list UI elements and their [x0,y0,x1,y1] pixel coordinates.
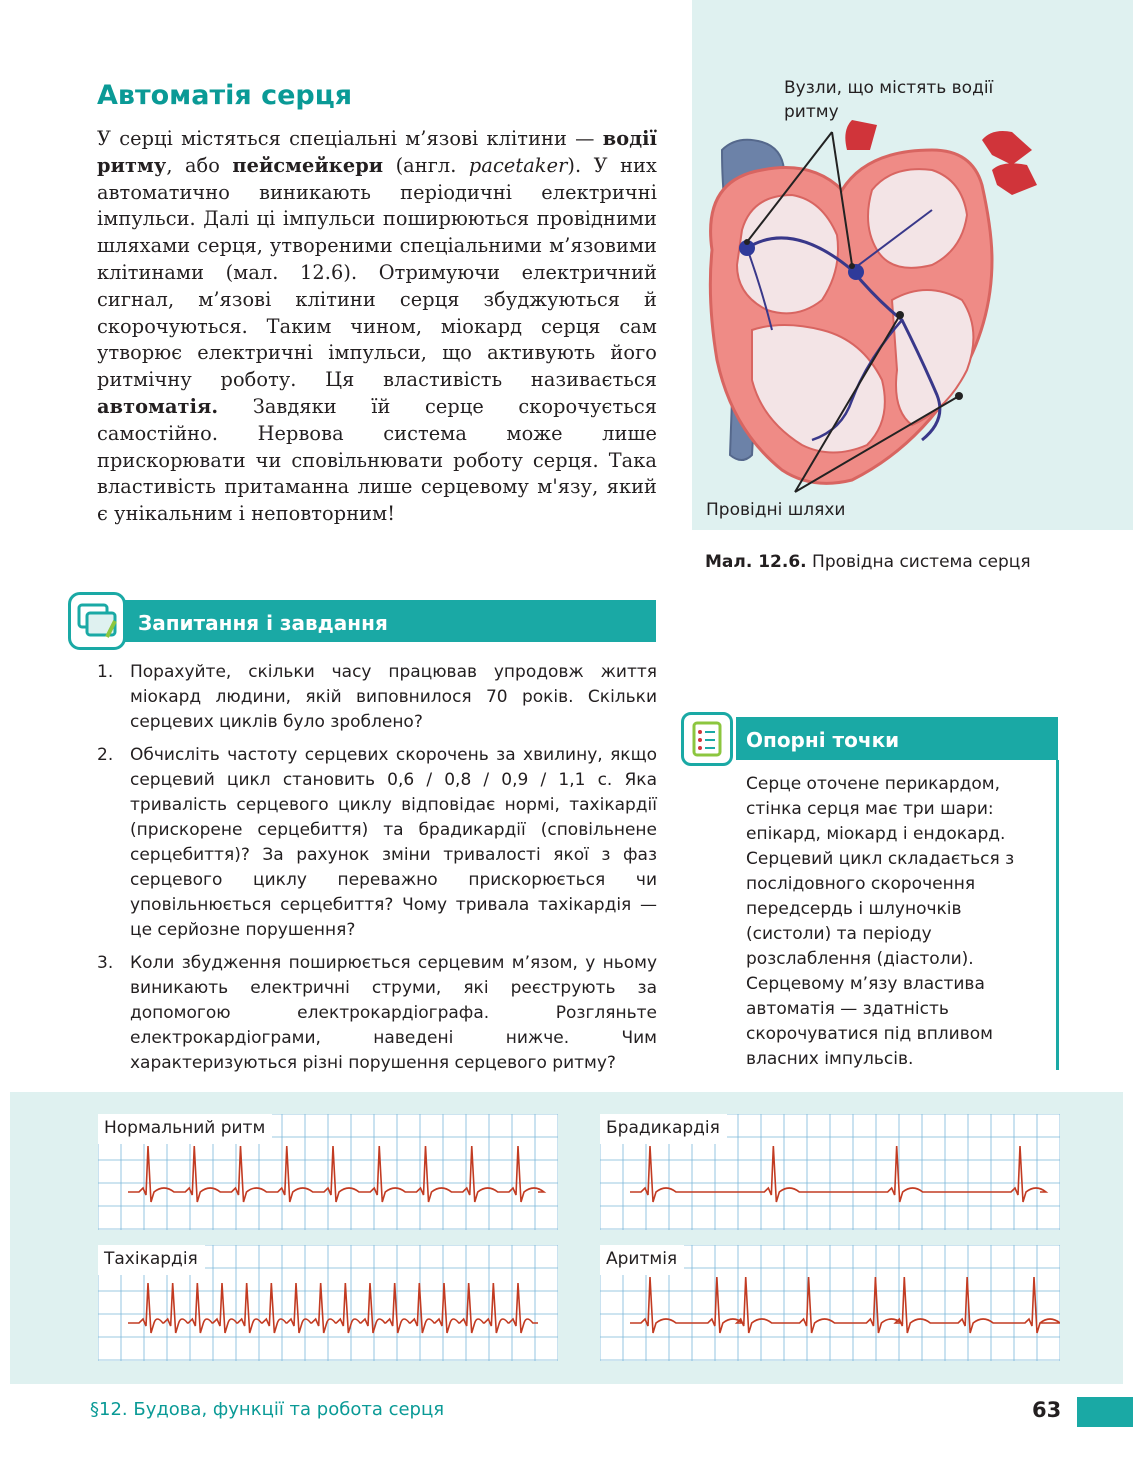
ecg-label: Нормальний ритм [98,1114,272,1144]
key-points-rule [1056,760,1059,1070]
figure-caption [705,552,1031,572]
question-number: 3. [97,953,114,973]
ecg-strip-tachycardia [98,1245,558,1361]
question-text: Обчисліть частоту серцевих скорочень за хвилину, якщо серцевий цикл становить 0,6 / 0,8 / 0,9 / 1,1 с. Яка тривалість серцевого циклу відповідає нормі, тахікардії (прискорене серцебиття) та брадикардії (сповільнене серцебиття)? За рахунок зміни тривалості якої з фаз серцевого циклу переважно прискорюється чи уповільнюється серцебиття? Чому тривала тахікардія — це серйозне порушення? [130,745,657,940]
questions-list [97,660,657,1084]
term-automatism: автоматія. [97,394,219,418]
text-run: Завдяки їй серце скорочується самостійно. Нервова система може лише прискорювати чи сповільнювати роботу серця. Така властивість притаманна лише серцевому м'язу, який є унікальним і неповторним! [97,394,657,526]
term-pacemakers: пейсмейкери [232,153,384,177]
text-run: ). У них автоматично виникають періодичні електричні імпульси. Далі ці імпульси поширюються провідними шляхами серця, утвореними спеціальними м’язовими клітинами (мал. 12.6). Отримуючи електричний сигнал, м’язові клітини серця збуджуються й скорочуються. Таким чином, міокард серця сам утворює електричні імпульси, що активують його ритмічну роботу. Ця властивість називається [97,153,657,392]
questions-icon [68,592,126,650]
text-run: У серці містяться спеціальні м’язові клітини — [97,127,595,150]
page-number-bar [1077,1397,1133,1427]
ecg-panel [10,1092,1123,1384]
question-item [97,660,657,735]
text-run: , або [166,153,220,177]
figure-caption-text: Провідна система серця [812,552,1031,572]
ecg-label: Тахікардія [98,1245,205,1275]
question-text: Коли збудження поширюється серцевим м’язом, у ньому виникають електричні струми, які реєструють за допомогою електрокардіографа. Розгляньте електрокардіограми, наведені нижче. Чим характеризуються різні порушення серцевого ритму? [130,953,657,1073]
checklist-icon [681,712,733,766]
footer-section-title: §12. Будова, функції та робота серця [90,1399,445,1420]
term-english: pacetaker [468,153,568,177]
ecg-label: Аритмія [600,1245,684,1275]
ecg-strip-bradycardia [600,1114,1060,1230]
section-heading: Автоматія серця [97,80,353,111]
page-number: 63 [1032,1398,1062,1422]
ecg-strip-normal [98,1114,558,1230]
figure-label-conduction-paths: Провідні шляхи [706,500,846,520]
ecg-trace [630,1277,1060,1333]
ecg-strip-arrhythmia [600,1245,1060,1361]
text-run: (англ. [395,153,457,177]
ecg-trace [128,1283,538,1333]
question-number: 2. [97,745,114,765]
ecg-label: Брадикардія [600,1114,727,1144]
question-item [97,951,657,1076]
figure-label-pacemaker-nodes: Вузли, що містять водії ритму [784,78,994,122]
figure-caption-number: Мал. 12.6. [705,552,807,572]
main-paragraph [97,126,657,528]
term-pacemakers-ua: водії ритму [97,127,657,177]
ecg-trace [630,1146,1046,1202]
question-item [97,743,657,943]
key-points-title: Опорні точки [746,728,900,752]
questions-title: Запитання і завдання [138,611,388,635]
question-text: Порахуйте, скільки часу працював упродовж життя міокард людини, якій виповнилося 70 років. Скільки серцевих циклів було зроблено? [130,662,657,732]
question-number: 1. [97,662,114,682]
key-points-text: Серце оточене перикардом, стінка серця має три шари: епікард, міокард і ендокард. Серцевий цикл складається з послідовного скорочення передсердь і шлуночків (систоли) та періоду розслаблення (діастоли). Серцевому м’язу властива автоматія — здатність скорочуватися під впливом власних імпульсів. [746,774,1015,1069]
